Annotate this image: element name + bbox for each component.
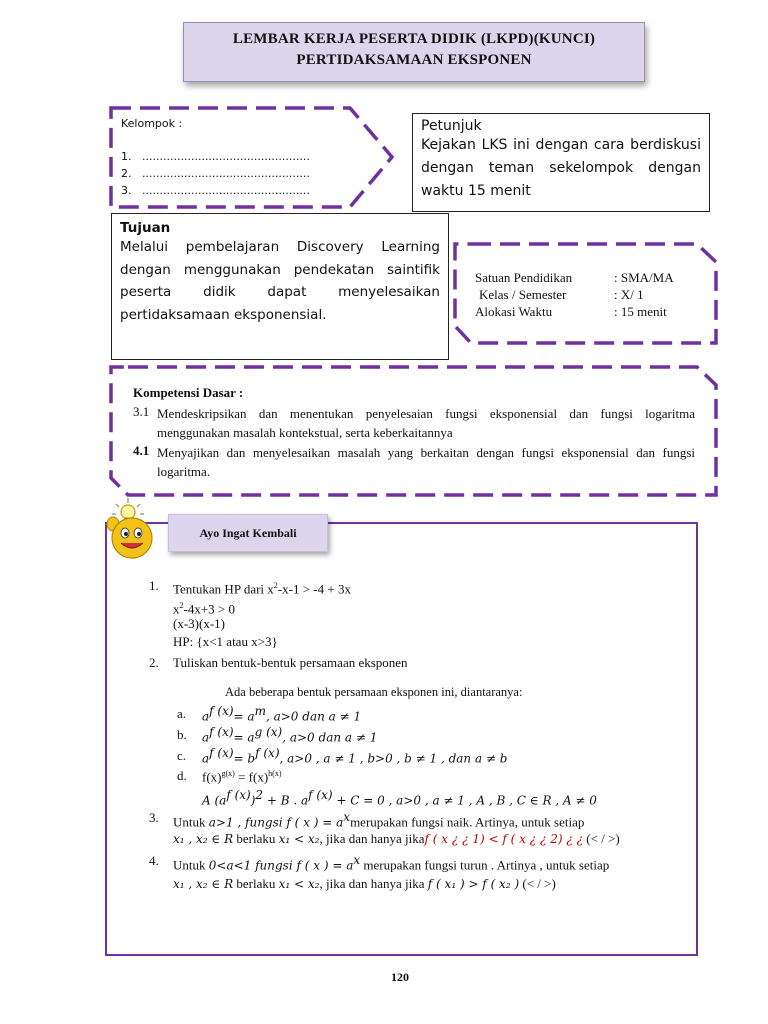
satuan-label-3: Alokasi Waktu [475, 304, 553, 319]
q3-line-2: x₁ , x₂ ∈ R berlaku x₁ < x₂, jika dan hanya jikaf ( x ¿ ¿ 1) < f ( x ¿ ¿ 2) ¿ ¿ (< / >) [173, 831, 620, 846]
q2-form-b-label: b. [177, 727, 187, 742]
q1-line-2: $x^2-4x+3 > 0$ [173, 601, 235, 617]
tujuan-text: Melalui pembelajaran Discovery Learning dengan menggunakan pendekatan saintifik peserta didik dapat menyelesaikan pertidaksamaan eksponensial. [120, 239, 440, 323]
satuan-value-2: : X/ 1 [614, 287, 644, 302]
petunjuk-title: Petunjuk [421, 118, 482, 134]
satuan-label-2: Kelas / Semester [479, 287, 567, 302]
q2-intro: Ada beberapa bentuk persamaan eksponen ini, diantaranya: [225, 685, 523, 699]
petunjuk-box [412, 113, 710, 212]
kd-number-2: 4.1 [133, 443, 150, 458]
q2-text: Tuliskan bentuk-bentuk persamaan eksponen [173, 655, 408, 670]
kelompok-list [121, 148, 310, 199]
petunjuk-text: Kejakan LKS ini dengan cara berdiskusi dengan teman sekelompok dengan waktu 15 menit [421, 137, 701, 199]
q1-line-4: HP: {x<1 atau x>3} [173, 634, 278, 649]
title-line-2: PERTIDAKSAMAAN EKSPONEN [296, 52, 532, 68]
q1-line-3: (x-3)(x-1) [173, 616, 225, 631]
title-banner [183, 22, 645, 82]
q4-number: 4. [149, 853, 159, 868]
q2-form-b: $a^{f (x)}= a^{g (x)}$, a>0 dan a ≠ 1 [202, 725, 378, 745]
kd-number-1: 3.1 [133, 404, 150, 419]
kelompok-label: Kelompok : [121, 117, 183, 130]
satuan-value-3: : 15 menit [614, 304, 667, 319]
q2-form-c: $a^{f (x)}= b^{f (x)}$, a>0 , a ≠ 1 , b>0 , b ≠ 1 , dan a ≠ b [202, 746, 508, 766]
q2-form-d-label: d. [177, 768, 187, 783]
q2-form-a-label: a. [177, 706, 187, 721]
q4-line-2: x₁ , x₂ ∈ R berlaku x₁ < x₂, jika dan hanya jika f ( x₁ ) > f ( x₂ ) (< / >) [173, 876, 556, 891]
q4-line-1: Untuk 0<a<1 fungsi f ( x ) = $a^x$ merupakan fungsi turun . Artinya , untuk setiap [173, 853, 610, 873]
kompetensi-title: Kompetensi Dasar : [133, 385, 244, 400]
q1-line-1: Tentukan HP dari $x^2-x-1 > -4 + 3x$ [173, 581, 351, 597]
kelompok-item-1[interactable]: 1. ................................................ [121, 150, 310, 163]
q2-form-d: $f(x)^{g(x)} = f(x)^{h(x)}$ [202, 769, 282, 785]
kelompok-item-2[interactable]: 2. ................................................ [121, 167, 310, 180]
q3-line-1: Untuk a>1 , fungsi f ( x ) = $a^xmerupakan$ fungsi naik. Artinya, untuk setiap [173, 810, 585, 830]
tujuan-box [111, 213, 449, 360]
smiley-lightbulb-icon [100, 496, 164, 562]
kd-text-1: Mendeskripsikan dan menentukan penyelesaian fungsi eksponensial dan fungsi logaritma menggunakan masalah kontekstual, serta keberkaitannya [157, 406, 695, 440]
q2-form-c-label: c. [177, 748, 187, 763]
q4-answer: f ( x₁ ) > f ( x₂ ) [427, 877, 520, 891]
q2-number: 2. [149, 655, 159, 670]
ayo-ingat-kembali-tab [168, 514, 328, 552]
satuan-value-1: : SMA/MA [614, 270, 674, 285]
q2-form-a: $a^{f (x)}= a^m$, a>0 dan a ≠ 1 [202, 704, 362, 724]
q2-form-e: A $(a^{f (x)})^2 + B$ . $a^{f (x)} + C = 0$ , a>0 , a ≠ 1 , A , B , C ∈ R , A ≠ 0 [202, 788, 597, 808]
page-number: 120 [391, 970, 409, 984]
q3-number: 3. [149, 810, 159, 825]
title-line-1: LEMBAR KERJA PESERTA DIDIK (LKPD)(KUNCI) [232, 31, 596, 47]
tujuan-title: Tujuan [120, 220, 171, 236]
q1-number: 1. [149, 578, 159, 593]
ayo-label: Ayo Ingat Kembali [199, 526, 297, 540]
kelompok-item-3[interactable]: 3. ................................................ [121, 184, 310, 197]
kd-text-2: Menyajikan dan menyelesaikan masalah yang berkaitan dengan fungsi eksponensial dan fungsi logaritma. [157, 445, 695, 479]
q3-answer: f ( x ¿ ¿ 1) < f ( x ¿ ¿ 2) ¿ ¿ [424, 832, 584, 846]
satuan-label-1: Satuan Pendidikan [475, 270, 573, 285]
